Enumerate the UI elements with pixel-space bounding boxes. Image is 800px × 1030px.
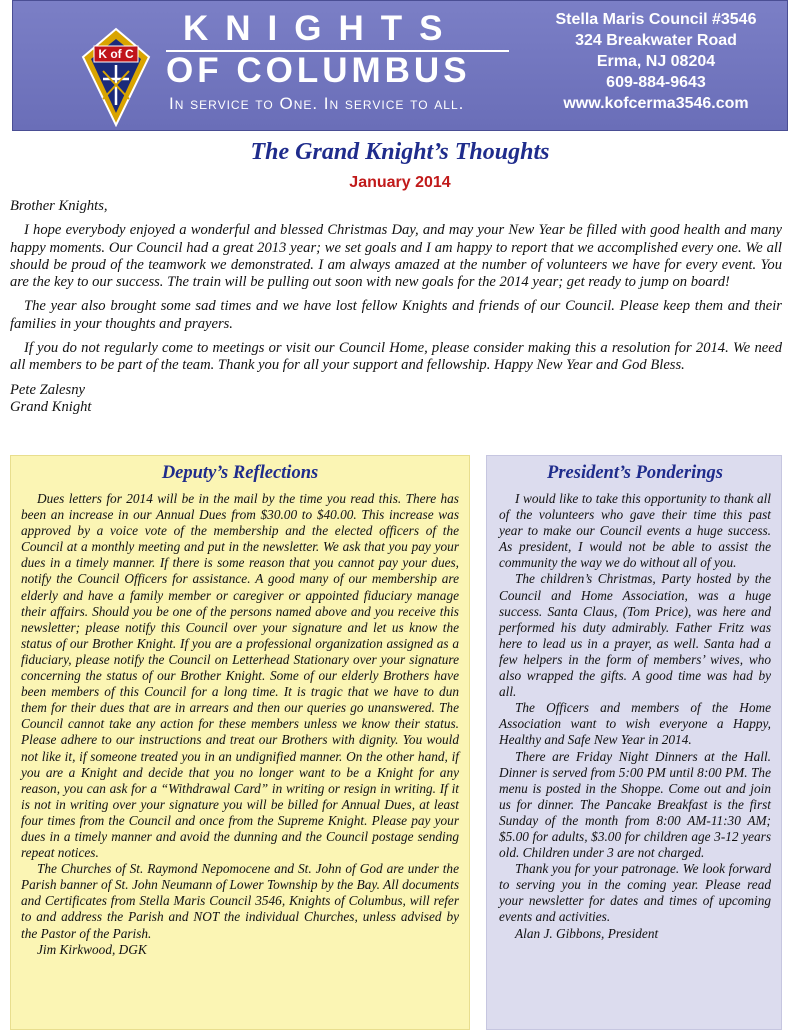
president-paragraph: The Officers and members of the Home Association want to wish everyone a Happy, Healthy and Safe New Year in 2014. <box>499 700 771 748</box>
issue-date: January 2014 <box>349 174 451 191</box>
masthead-title-of-columbus: OF COLUMBUS <box>166 51 471 90</box>
president-paragraph: There are Friday Night Dinners at the Hall. Dinner is served from 5:00 PM until 8:00 PM. The menu is posted in the Shoppe. Come out and join us for dinner. The Pancake Breakfast is the first Sunday of the month from 8:00 AM-11:30 AM; $5.00 for adults, $3.00 for children age 3-12 years old. Children under 3 are not charged. <box>499 748 771 861</box>
president-paragraph: The children’s Christmas, Party hosted by the Council and Home Association, was a huge success. Santa Claus, (Tom Price), was here and performed his duty admirably. Father Fritz was here to lead us in a prayer, as well. Santa had a few helpers in the form of members’ wives, who also wrapped the gifts. A good time was had by all. <box>499 571 771 700</box>
council-contact-block <box>525 9 787 114</box>
letter-salutation: Brother Knights, <box>10 198 108 214</box>
president-ponderings-panel <box>486 455 782 1030</box>
deputy-paragraph: Dues letters for 2014 will be in the mail by the time you read this. There has been an increase in our Annual Dues from $30.00 to $40.00. This increase was approved by a voice vote of the membership and the elected officers of the Council at a monthly meeting and put in the newsletter. We ask that you pay your dues in a timely manner. If there is some reason that you cannot pay your dues, notify the Council Officers for assistance. A good many of our membership are elderly and have a family member or caregiver or appointed fiduciary manage their affairs. Should you be one of the persons named above and you receive this newsletter; please notify this Council over your signature and let us know the status of our Brother Knight. If you are a professional organization assigned as a fiduciary, please notify the Council on Letterhead Stationary over your signature concerning the status of our Brother Knight. Some of our elderly Brothers have been members of this Council for a long time. It is tragic that we have to dun them for their dues that are in arrears and then our queries go unanswered. The Council cannot take any action for these members unless we know their status. Please adhere to our instructions and treat our Brothers with dignity. You would not like it, if someone treated you in an undignified manner. On the other hand, if you are a Knight and decide that you no longer want to be a Knight for any reason, you can ask for a “Withdrawal Card” in writing or resign in writing. If it is not in writing over your signature you will be billed for Annual Dues, at least four times from the Council and once from the Supreme Knight. Please pay your dues in a timely manner and avoid the dunning and the Council postage sending repeat notices. <box>21 491 459 861</box>
grand-knight-heading: The Grand Knight’s Thoughts <box>250 139 550 165</box>
masthead <box>12 0 788 131</box>
president-paragraph: I would like to take this opportunity to thank all of the volunteers who gave their time this past year to make our Council events a huge success. As president, I would not be able to assist the community the way we do without all of you. <box>499 491 771 571</box>
deputy-heading: Deputy’s Reflections <box>161 463 319 483</box>
deputy-paragraph: The Churches of St. Raymond Nepomocene and St. John of God are under the Parish banner of St. John Neumann of Lower Township by the Bay. All documents and Certificates from Stella Maris Council 3546, Knights of Columbus, will refer to and address the Parish and NOT the individual Churches, unless advised by the Pastor of the Parish. <box>21 861 459 941</box>
president-heading: President’s Ponderings <box>547 463 723 483</box>
council-phone: 609-884-9643 <box>606 74 706 91</box>
letter-paragraph: I hope everybody enjoyed a wonderful and blessed Christmas Day, and may your New Year be filled with good health and many happy moments. Our Council had a great 2013 year; we set goals and I am happy to report that we accomplished every one. We all should be proud of the teamwork we demonstrated. I am always amazed at the number of volunteers we have for every event. You are the key to our success. The train will be pulling out soon with new goals for the 2014 year; get ready to jump on board! <box>10 222 782 291</box>
council-name: Stella Maris Council #3546 <box>555 11 757 28</box>
letter-signature-name: Pete Zalesny <box>10 381 85 398</box>
letter-signature-title: Grand Knight <box>10 398 92 415</box>
grand-knight-letter <box>10 198 782 416</box>
president-signature: Alan J. Gibbons, President <box>515 925 659 941</box>
deputy-reflections-panel <box>10 455 470 1030</box>
emblem-label: K of C <box>98 47 134 61</box>
knights-of-columbus-emblem-icon <box>79 27 153 127</box>
council-website-link[interactable]: www.kofcerma3546.com <box>563 95 749 112</box>
president-body <box>499 491 771 942</box>
deputy-signature: Jim Kirkwood, DGK <box>37 941 147 957</box>
council-city: Erma, NJ 08204 <box>596 53 716 70</box>
deputy-body <box>21 491 459 958</box>
president-paragraph: Thank you for your patronage. We look forward to serving you in the coming year. Please read your newsletter for dates and times of upcoming events and activities. <box>499 861 771 925</box>
masthead-motto: In service to One. In service to all. <box>169 94 465 113</box>
masthead-title-knights: KNIGHTS <box>183 9 460 48</box>
letter-paragraph: The year also brought some sad times and we have lost fellow Knights and friends of our Council. Please keep them and their families in your thoughts and prayers. <box>10 298 782 332</box>
council-street: 324 Breakwater Road <box>575 32 737 49</box>
letter-paragraph: If you do not regularly come to meetings or visit our Council Home, please consider making this a resolution for 2014. We need all members to be part of the team. Thank you for all your support and fellowship. Happy New Year and God Bless. <box>10 340 782 374</box>
